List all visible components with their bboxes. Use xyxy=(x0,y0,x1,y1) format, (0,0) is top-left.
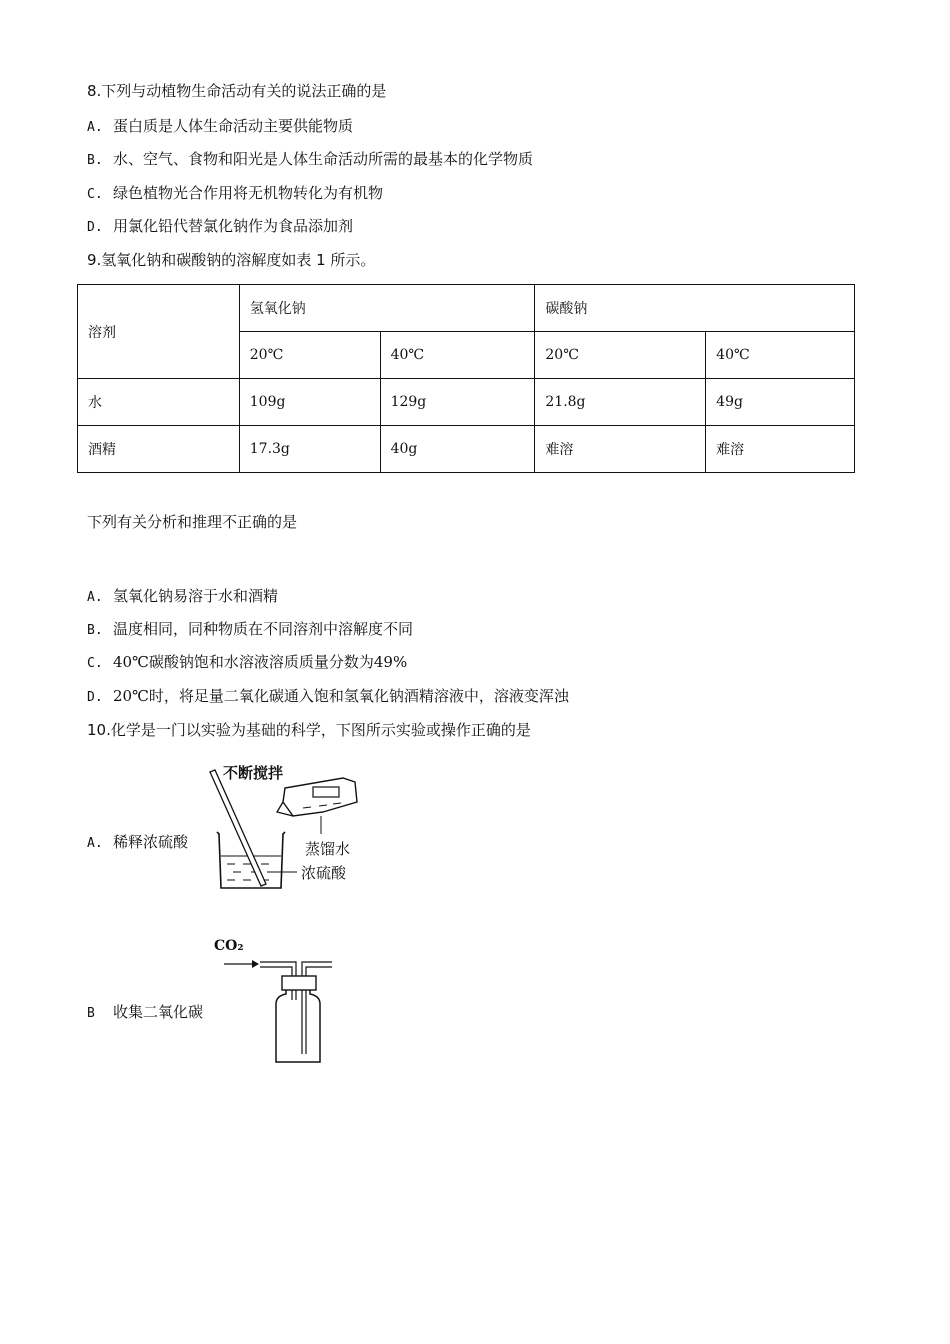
option-letter: A. xyxy=(87,590,103,605)
substance-header-na2co3: 碳酸钠 xyxy=(535,285,855,332)
option-letter: B. xyxy=(87,153,103,168)
option-text: 蛋白质是人体生命活动主要供能物质 xyxy=(113,117,354,135)
label-distilled-water: 蒸馏水 xyxy=(305,840,351,858)
value-cell: 17.3g xyxy=(239,426,380,473)
label-stir: 不断搅拌 xyxy=(223,764,284,782)
value-cell: 难溶 xyxy=(535,426,706,473)
option-letter: A. xyxy=(87,120,103,135)
option-text: 水、空气、食物和阳光是人体生命活动所需的最基本的化学物质 xyxy=(113,150,534,168)
q8-option-b xyxy=(87,149,533,171)
solvent-cell: 水 xyxy=(78,379,240,426)
q10-option-a xyxy=(87,832,188,854)
q9-prompt: 下列有关分析和推理不正确的是 xyxy=(87,513,298,531)
substance-header-naoh: 氢氧化钠 xyxy=(239,285,535,332)
gas-bottle-diagram xyxy=(212,936,342,1068)
value-cell: 难溶 xyxy=(706,426,855,473)
option-text: 温度相同，同种物质在不同溶剂中溶解度不同 xyxy=(113,620,414,638)
option-letter: B xyxy=(87,1006,95,1021)
value-cell: 109g xyxy=(239,379,380,426)
option-text: 氢氧化钠易溶于水和酒精 xyxy=(113,587,279,605)
label-co2: CO₂ xyxy=(214,938,244,954)
option-letter: D. xyxy=(87,690,103,705)
option-text: 收集二氧化碳 xyxy=(113,1003,204,1021)
q8-option-a xyxy=(87,116,353,138)
q8-stem: 8.下列与动植物生命活动有关的说法正确的是 xyxy=(87,82,387,100)
option-text: 用氯化铅代替氯化钠作为食品添加剂 xyxy=(113,217,354,235)
option-letter: C. xyxy=(87,656,103,671)
solvent-cell: 酒精 xyxy=(78,426,240,473)
value-cell: 40g xyxy=(380,426,535,473)
table-row xyxy=(78,426,855,473)
q9-stem: 9.氢氧化钠和碳酸钠的溶解度如表 1 所示。 xyxy=(87,251,376,269)
option-text: 40℃碳酸钠饱和水溶液溶质质量分数为49% xyxy=(113,653,408,671)
q9-option-c xyxy=(87,652,407,674)
option-letter: B. xyxy=(87,623,103,638)
temp-header: 20℃ xyxy=(535,332,706,379)
solubility-table xyxy=(77,284,855,473)
option-letter: C. xyxy=(87,187,103,202)
figure-collect-co2 xyxy=(212,936,342,1068)
option-letter: A. xyxy=(87,836,103,851)
temp-header: 20℃ xyxy=(239,332,380,379)
q9-option-b xyxy=(87,619,413,641)
option-letter: D. xyxy=(87,220,103,235)
q8-option-c xyxy=(87,183,383,205)
option-text: 稀释浓硫酸 xyxy=(113,833,189,851)
q8-option-d xyxy=(87,216,353,238)
value-cell: 21.8g xyxy=(535,379,706,426)
solvent-header: 溶剂 xyxy=(78,285,240,379)
label-conc-acid: 浓硫酸 xyxy=(301,864,347,882)
table-row xyxy=(78,379,855,426)
temp-header: 40℃ xyxy=(706,332,855,379)
q9-option-d xyxy=(87,686,569,708)
value-cell: 49g xyxy=(706,379,855,426)
q10-option-b xyxy=(87,1002,203,1024)
temp-header: 40℃ xyxy=(380,332,535,379)
value-cell: 129g xyxy=(380,379,535,426)
q10-stem: 10.化学是一门以实验为基础的科学，下图所示实验或操作正确的是 xyxy=(87,721,531,739)
option-text: 绿色植物光合作用将无机物转化为有机物 xyxy=(113,184,384,202)
option-text: 20℃时，将足量二氧化碳通入饱和氢氧化钠酒精溶液中，溶液变浑浊 xyxy=(113,687,569,705)
q9-option-a xyxy=(87,586,278,608)
figure-dilute-acid xyxy=(205,760,375,900)
